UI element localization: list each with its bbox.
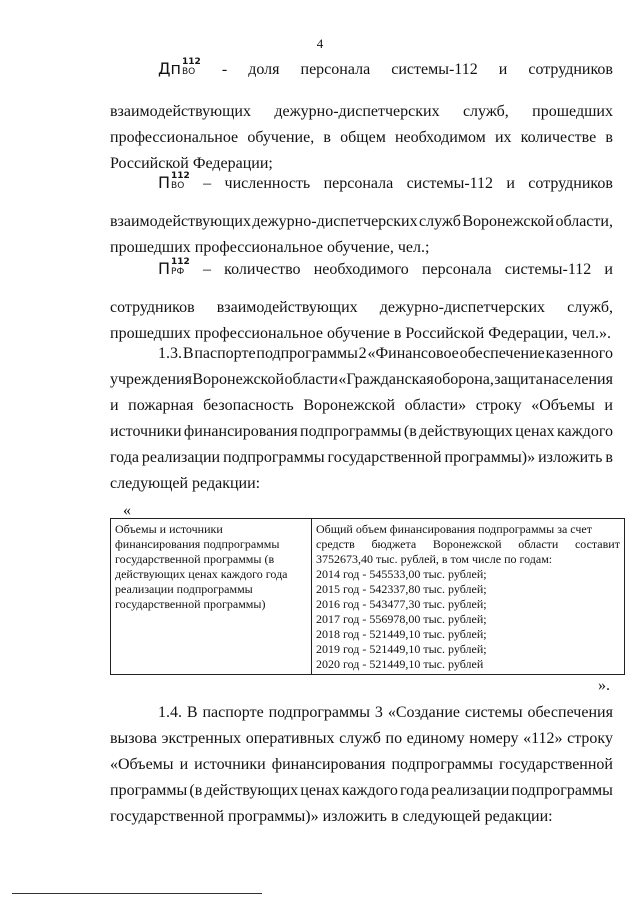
year-line: 2019 год - 521449,10 тыс. рублей; — [316, 642, 487, 656]
definition-dp-vo — [110, 56, 613, 177]
close-quote: ». — [598, 677, 610, 694]
text-line: учреждения Воронежской области «Гражданская оборона, защита населения — [110, 371, 613, 388]
text-line: Российской Федерации; — [110, 155, 273, 172]
page-number: 4 — [316, 36, 324, 51]
text-line: года реализации подпрограммы государственной программы)» изложить в — [110, 449, 613, 466]
text-line: взаимодействующих дежурно-диспетчерских служб Воронежской области, — [110, 213, 613, 230]
financing-table — [110, 518, 625, 675]
text-line: взаимодействующих дежурно-диспетчерских служб, прошедших — [110, 103, 613, 120]
formula-symbol: Дп 112 ВО — [158, 56, 201, 78]
text-line: 1.4. В паспорте подпрограммы 3 «Создание системы обеспечения — [158, 704, 613, 721]
formula-symbol: П 112 ВО — [158, 170, 190, 192]
text-line: прошедших профессиональное обучение в Российской Федерации, чел.». — [110, 325, 611, 342]
table-row — [111, 519, 625, 675]
text-line: 1.3. В паспорте подпрограммы 2 «Финансовое обеспечение казенного — [158, 345, 613, 362]
year-line: 2016 год - 543477,30 тыс. рублей; — [316, 597, 487, 611]
year-line: 2020 год - 521449,10 тыс. рублей — [316, 657, 484, 671]
definition-first-line: П 112 РФ – количество необходимого персонала системы-112 и — [110, 256, 613, 283]
text-line: прошедших профессиональное обучение, чел.; — [110, 239, 430, 256]
text-line: государственной программы)» изложить в следующей редакции: — [110, 808, 553, 825]
definition-p-rf — [110, 256, 613, 347]
footer-rule — [12, 893, 262, 894]
definition-p-vo — [110, 170, 613, 261]
definition-first-line: Дп 112 ВО - доля персонала системы-112 и сотрудников — [110, 56, 613, 83]
paragraph-1-4 — [110, 700, 613, 830]
text-line: следующей редакции: — [110, 475, 261, 492]
text-line: вызова экстренных оперативных служб по единому номеру «112» строку — [110, 730, 613, 747]
text-line: сотрудников взаимодействующих дежурно-диспетчерских служб, — [110, 299, 613, 316]
year-line: 2018 год - 521449,10 тыс. рублей; — [316, 627, 487, 641]
year-line: 2014 год - 545533,00 тыс. рублей; — [316, 567, 487, 581]
text-line: и пожарная безопасность Воронежской области» строку «Объемы и — [110, 397, 613, 414]
definition-first-line: П 112 ВО – численность персонала системы-112 и сотрудников — [110, 170, 613, 197]
paragraph-1-3 — [110, 341, 613, 497]
year-line: 2017 год - 556978,00 тыс. рублей; — [316, 612, 487, 626]
text-line: средств бюджета Воронежской области составит — [316, 537, 620, 551]
text-line: программы (в действующих ценах каждого года реализации подпрограммы — [110, 782, 613, 799]
text-line: профессиональное обучение, в общем необходимом их количестве в — [110, 129, 613, 146]
text-line: источники финансирования подпрограммы (в действующих ценах каждого — [110, 423, 613, 440]
text-line: «Объемы и источники финансирования подпрограммы государственной — [110, 756, 613, 773]
year-line: 2015 год - 542337,80 тыс. рублей; — [316, 582, 487, 596]
table-cell-label: Объемы и источники финансирования подпрограммы государственной программы (в действующих ценах каждого года реализации подпрограммы государственной программы) — [111, 519, 312, 675]
open-quote: « — [123, 502, 131, 519]
table-cell-value: Общий объем финансирования подпрограммы за счет средств бюджета Воронежской области составит 3752673,40 тыс. рублей, в том числе по годам: 2014 год - 545533,00 тыс. рублей; 2015 год - 542337,80 тыс. рублей; 2016 год - 543477,30 тыс. рублей; 2017 год - 556978,00 тыс. рублей; 2018 год - 521449,10 тыс. рублей; 2019 год - 521449,10 тыс. рублей; 2020 год - 521449,10 тыс. рублей — [312, 519, 625, 675]
formula-symbol: П 112 РФ — [158, 256, 190, 278]
